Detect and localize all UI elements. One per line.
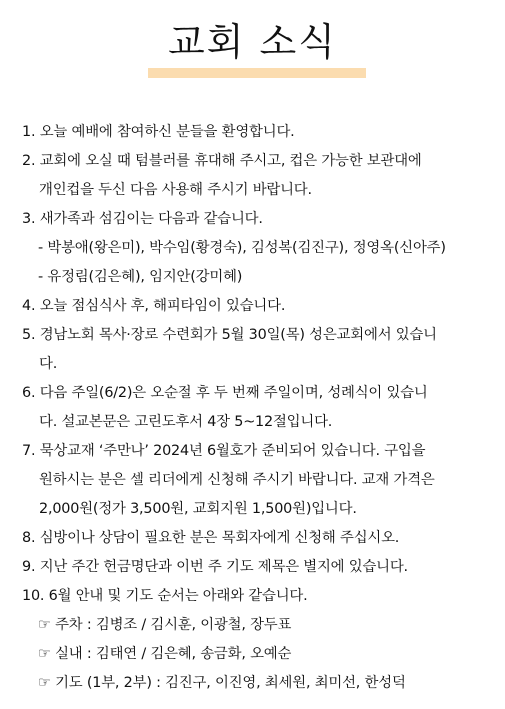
news-item-3-sub-2: - 유정림(김은혜), 임지안(강미혜) bbox=[38, 269, 243, 285]
title-underline-bar bbox=[148, 68, 366, 78]
news-item-2-line-1: 2. 교회에 오실 때 텀블러를 휴대해 주시고, 컵은 가능한 보관대에 bbox=[22, 153, 422, 169]
news-item-7-line-3: 2,000원(정가 3,500원, 교회지원 1,500원)입니다. bbox=[39, 501, 357, 517]
news-item-8-line-1: 8. 심방이나 상담이 필요한 분은 목회자에게 신청해 주십시오. bbox=[22, 530, 400, 546]
news-item-10-line-1: 10. 6월 안내 및 기도 순서는 아래와 같습니다. bbox=[22, 588, 308, 604]
page-title: 교회 소식 bbox=[168, 20, 337, 64]
news-list bbox=[22, 118, 492, 698]
news-item-10-bullet-1: ☞ 주차 : 김병조 / 김시훈, 이광철, 장두표 bbox=[38, 617, 292, 633]
news-item-5-line-1: 5. 경남노회 목사·장로 수련회가 5월 30일(목) 성은교회에서 있습니 bbox=[22, 327, 437, 343]
news-item-5-line-2: 다. bbox=[39, 356, 58, 372]
news-item-6-line-1: 6. 다음 주일(6/2)은 오순절 후 두 번째 주일이며, 성례식이 있습니 bbox=[22, 385, 428, 401]
news-item-10-bullet-3: ☞ 기도 (1부, 2부) : 김진구, 이진영, 최세원, 최미선, 한성덕 bbox=[38, 675, 406, 691]
news-item-10-bullet-2: ☞ 실내 : 김태연 / 김은혜, 송금화, 오예순 bbox=[38, 646, 292, 662]
news-item-1-line-1: 1. 오늘 예배에 참여하신 분들을 환영합니다. bbox=[22, 124, 295, 140]
news-item-3-sub-1: - 박봉애(왕은미), 박수임(황경숙), 김성복(김진구), 정영옥(신아주) bbox=[38, 240, 446, 256]
title-wrap bbox=[0, 18, 505, 66]
news-item-7-line-2: 원하시는 분은 셀 리더에게 신청해 주시기 바랍니다. 교재 가격은 bbox=[39, 472, 435, 488]
news-item-7-line-1: 7. 묵상교재 ‘주만나’ 2024년 6월호가 준비되어 있습니다. 구입을 bbox=[22, 443, 426, 459]
news-item-4-line-1: 4. 오늘 점심식사 후, 해피타임이 있습니다. bbox=[22, 298, 286, 314]
news-item-6-line-2: 다. 설교본문은 고린도후서 4장 5~12절입니다. bbox=[39, 414, 333, 430]
news-item-2-line-2: 개인컵을 두신 다음 사용해 주시기 바랍니다. bbox=[39, 182, 312, 198]
news-item-9-line-1: 9. 지난 주간 헌금명단과 이번 주 기도 제목은 별지에 있습니다. bbox=[22, 559, 408, 575]
news-item-3-line-1: 3. 새가족과 섬김이는 다음과 같습니다. bbox=[22, 211, 263, 227]
